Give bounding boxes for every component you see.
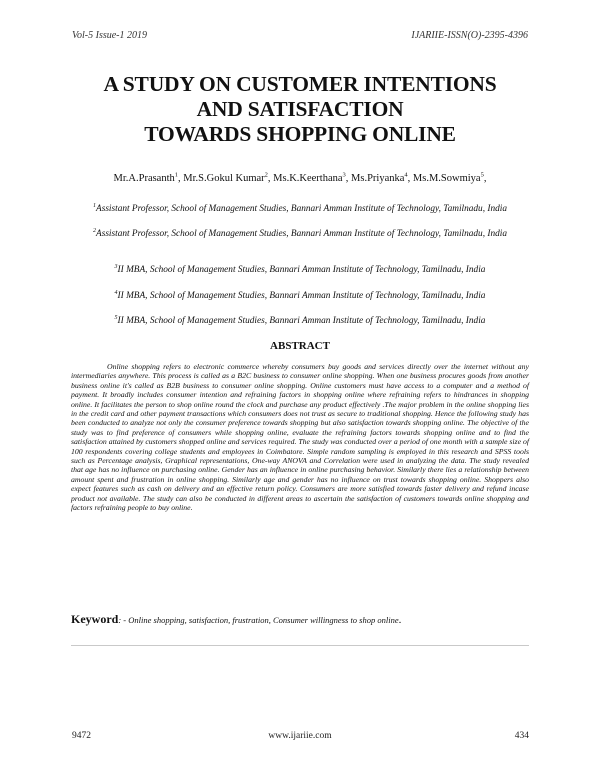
affiliation-4: $^4$II MBA, School of Management Studies, Bannari Amman Institute of Technology, Tamilnadu, India — [114, 289, 486, 301]
affiliation-2: $^2$Assistant Professor, School of Management Studies, Bannari Amman Institute of Technology, Tamilnadu, India — [93, 227, 507, 239]
title-line-2: AND SATISFACTION — [196, 97, 404, 121]
author: Ms.K.Keerthana$^3$, — [273, 171, 352, 184]
affiliation-1: $^1$Assistant Professor, School of Management Studies, Bannari Amman Institute of Technology, Tamilnadu, India — [93, 202, 507, 214]
author-list — [70, 172, 530, 186]
title-line-1: A STUDY ON CUSTOMER INTENTIONS — [103, 72, 497, 96]
author: Mr.S.Gokul Kumar$^2$, — [183, 171, 274, 184]
keyword-text: Online shopping, satisfaction, frustration, Consumer willingness to shop online — [128, 615, 399, 625]
keyword-end: . — [398, 614, 402, 626]
header-issn: IJARIIE-ISSN(O)-2395-4396 — [411, 30, 528, 41]
abstract-heading: ABSTRACT — [270, 340, 330, 352]
paper-title — [60, 72, 540, 147]
footer-page-number: 434 — [514, 731, 529, 741]
affiliation-3: $^3$II MBA, School of Management Studies, Bannari Amman Institute of Technology, Tamilnadu, India — [114, 263, 486, 275]
author: Mr.A.Prasanth$^1$, — [113, 171, 184, 184]
affiliation-5: $^5$II MBA, School of Management Studies, Bannari Amman Institute of Technology, Tamilnadu, India — [114, 314, 486, 326]
title-line-3: TOWARDS SHOPPING ONLINE — [144, 122, 456, 146]
author: Ms.M.Sowmiya$^5$, — [412, 171, 487, 184]
keyword-label: Keyword — [71, 612, 119, 626]
footer-website: www.ijariie.com — [268, 731, 332, 741]
abstract-body: Online shopping refers to electronic commerce whereby consumers buy goods and services directly over the internet without any intermediaries anywhere. This process is called as a B2C business to consumer online shopping. When one business procures goods from another business online it's called as B2B business to consumer online shopping. Online customers must have access to a computer and a method of payment. It broadly includes consumer intention and refraining factors in shopping online where refraining refers to hindrances in shopping online. It facilitates the person to shop online round the clock and purchase any product effectively .The major problem in the online shopping lies in the credit card and other payment transactions which consumers does not trust as secure to traditional shopping. Hence the following study has been conducted to analyze not only the consumer preference towards shopping but also satisfaction towards shopping online. The objective of the study was to find preference of consumers while shopping online, evaluate the refraining factors towards shopping online and to find the satisfaction attained by customers shopped online and services required. The study was conducted over a period of one month with a sample size of 100 respondents covering college students and employees in Coimbatore. Simple random sampling is employed in this research and SPSS tools such as Percentage analysis, Graphical representations, One-way ANOVA and Correlation were used in analyzing the data. The study revealed that age has no influence on purchasing online. Gender has an influence in online purchasing behavior. Similarly there lies a relationship between amount spent and frustration in online shopping. Similarly age and gender has no influence on trust towards shopping online. Shoppers also expect features such as cash on delivery and an effective return policy. Consumers are more satisfied towards faster delivery and refund incase product not available. The study can also be conducted in different areas to ascertain the satisfaction of customers towards online shopping and factors refraining people to buy online. — [71, 362, 529, 513]
footer-paper-number: 9472 — [72, 731, 91, 741]
keyword-line — [71, 612, 529, 627]
section-divider — [71, 645, 529, 646]
author: Ms.Priyanka$^4$, — [351, 171, 413, 184]
header-volume: Vol-5 Issue-1 2019 — [72, 30, 147, 41]
keyword-separator: : - — [118, 615, 129, 625]
